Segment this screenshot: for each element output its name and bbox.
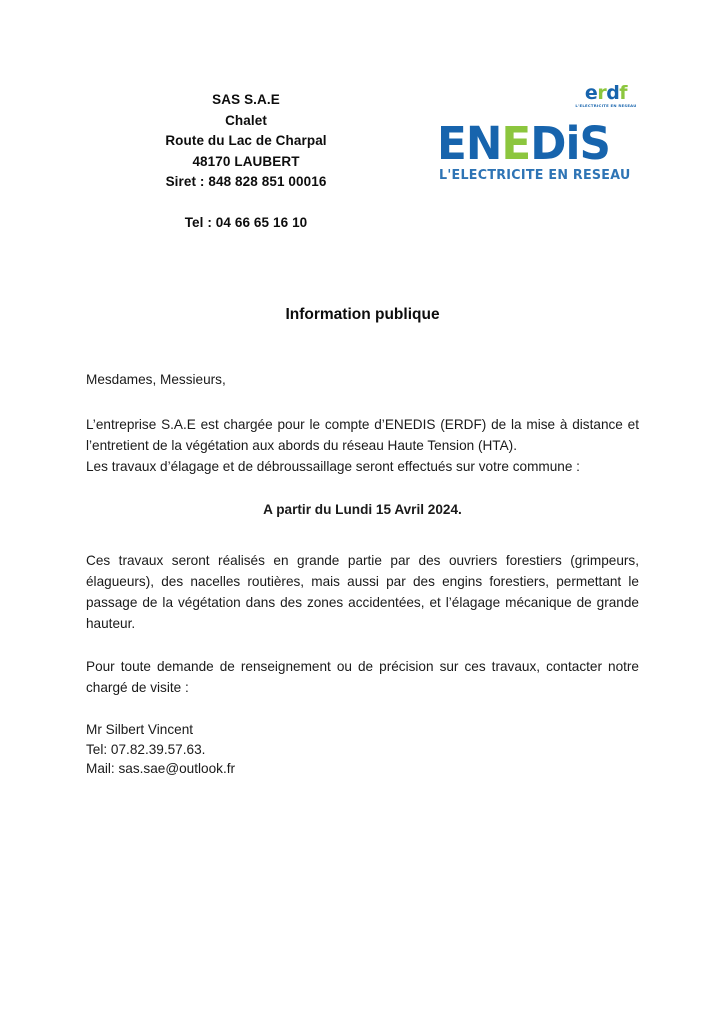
contact-phone: Tel: 07.82.39.57.63. xyxy=(86,741,206,757)
enedis-wordmark: ENEDiS xyxy=(437,117,611,170)
start-date-highlight: A partir du Lundi 15 Avril 2024. xyxy=(263,502,462,517)
contact-name: Mr Silbert Vincent xyxy=(86,722,194,737)
contact-email: Mail: sas.sae@outlook.fr xyxy=(86,761,236,776)
sender-street: Route du Lac de Charpal xyxy=(165,133,327,148)
enedis-wordmark-group xyxy=(437,117,645,183)
sender-company-name: SAS S.A.E xyxy=(212,92,280,107)
page-title: Information publique xyxy=(285,306,440,323)
sender-address-block xyxy=(86,90,406,233)
sender-building: Chalet xyxy=(225,112,267,128)
sender-siret: Siret : 848 828 851 00016 xyxy=(165,174,327,189)
contact-details xyxy=(86,720,639,779)
paragraph-scope-of-work: L’entreprise S.A.E est chargée pour le compte d’ENEDIS (ERDF) de la mise à distance et l’entretient de la végétation aux abords du réseau Haute Tension (HTA). xyxy=(86,417,639,453)
paragraph-works-announcement: Les travaux d’élagage et de débroussaillage seront effectués sur votre commune : xyxy=(86,459,580,474)
sender-phone: Tel : 04 66 65 16 10 xyxy=(184,214,308,230)
letterhead xyxy=(0,0,724,240)
erdf-wordmark: erdf xyxy=(584,82,628,104)
salutation: Mesdames, Messieurs, xyxy=(86,372,226,387)
sender-city: 48170 LAUBERT xyxy=(192,153,300,169)
erdf-logo-icon xyxy=(567,84,645,109)
erdf-tagline: L'ELECTRICITE EN RESEAU xyxy=(575,104,637,108)
letter-body xyxy=(86,370,639,779)
enedis-logo xyxy=(437,84,647,192)
paragraph-work-methods: Ces travaux seront réalisés en grande partie par des ouvriers forestiers (grimpeurs, élagueurs), des nacelles routières, mais aussi par des engins forestiers, permettant le passage de la végétation dans des zones accidentées, et l’élagage mécanique de grande hauteur. xyxy=(86,553,639,631)
paragraph-contact-intro: Pour toute demande de renseignement ou de précision sur ces travaux, contacter notre chargé de visite : xyxy=(86,659,639,695)
enedis-tagline: L'ELECTRICITE EN RESEAU xyxy=(439,168,631,183)
